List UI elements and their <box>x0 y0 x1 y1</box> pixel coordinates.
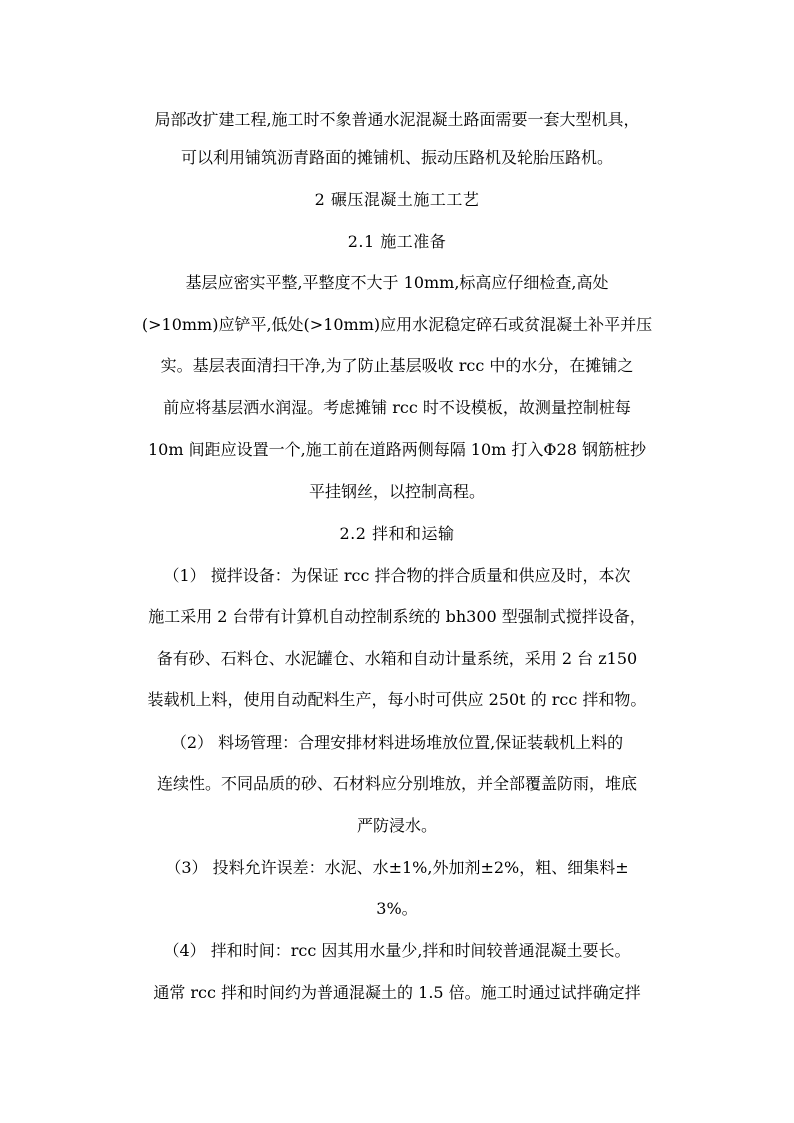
section-heading-2-1: 2.1 施工准备 <box>347 232 447 251</box>
prep-line-5: 10m 间距应设置一个,施工前在道路两侧每隔 10m 打入Φ28 钢筋桩抄 <box>148 440 646 459</box>
item-1-line-2: 施工采用 2 台带有计算机自动控制系统的 bh300 型强制式搅拌设备， <box>148 607 646 626</box>
item-1-line-4: 装载机上料，使用自动配料生产，每小时可供应 250t 的 rcc 拌和物。 <box>147 690 647 709</box>
section-heading-2: 2 碾压混凝土施工工艺 <box>314 190 480 209</box>
item-3-line-2: 3%。 <box>376 899 418 918</box>
prep-line-1: 基层应密实平整,平整度不大于 10mm,标高应仔细检查,高处 <box>185 273 609 292</box>
item-1-line-3: 备有砂、石料仓、水泥罐仓、水箱和自动计量系统，采用 2 台 z150 <box>156 649 638 668</box>
prep-line-2: (>10mm)应铲平,低处(>10mm)应用水泥稳定碎石或贫混凝土补平并压 <box>141 315 653 334</box>
intro-line-1: 局部改扩建工程,施工时不象普通水泥混凝土路面需要一套大型机具， <box>154 110 640 129</box>
item-2-line-1: （2） 料场管理：合理安排材料进场堆放位置,保证装载机上料的 <box>170 733 624 752</box>
item-3-line-1: （3） 投料允许误差：水泥、水±1%,外加剂±2%，粗、细集料± <box>165 858 629 877</box>
item-2-line-2: 连续性。不同品质的砂、石材料应分别堆放，并全部覆盖防雨，堆底 <box>156 774 637 793</box>
intro-line-2: 可以利用铺筑沥青路面的摊铺机、振动压路机及轮胎压路机。 <box>180 148 613 167</box>
item-2-line-3: 严防浸水。 <box>356 816 437 835</box>
item-4-line-1: （4） 拌和时间：rcc 因其用水量少,拌和时间较普通混凝土要长。 <box>163 941 631 960</box>
prep-line-4: 前应将基层洒水润湿。考虑摊铺 rcc 时不设模板，故测量控制桩每 <box>163 398 631 417</box>
item-4-line-2: 通常 rcc 拌和时间约为普通混凝土的 1.5 倍。施工时通过试拌确定拌 <box>153 983 641 1002</box>
prep-line-6: 平挂钢丝，以控制高程。 <box>308 482 485 501</box>
section-heading-2-2: 2.2 拌和和运输 <box>339 524 455 543</box>
prep-line-3: 实。基层表面清扫干净,为了防止基层吸收 rcc 中的水分，在摊铺之 <box>160 356 634 375</box>
item-1-line-1: （1） 搅拌设备：为保证 rcc 拌合物的拌合质量和供应及时，本次 <box>163 566 631 585</box>
